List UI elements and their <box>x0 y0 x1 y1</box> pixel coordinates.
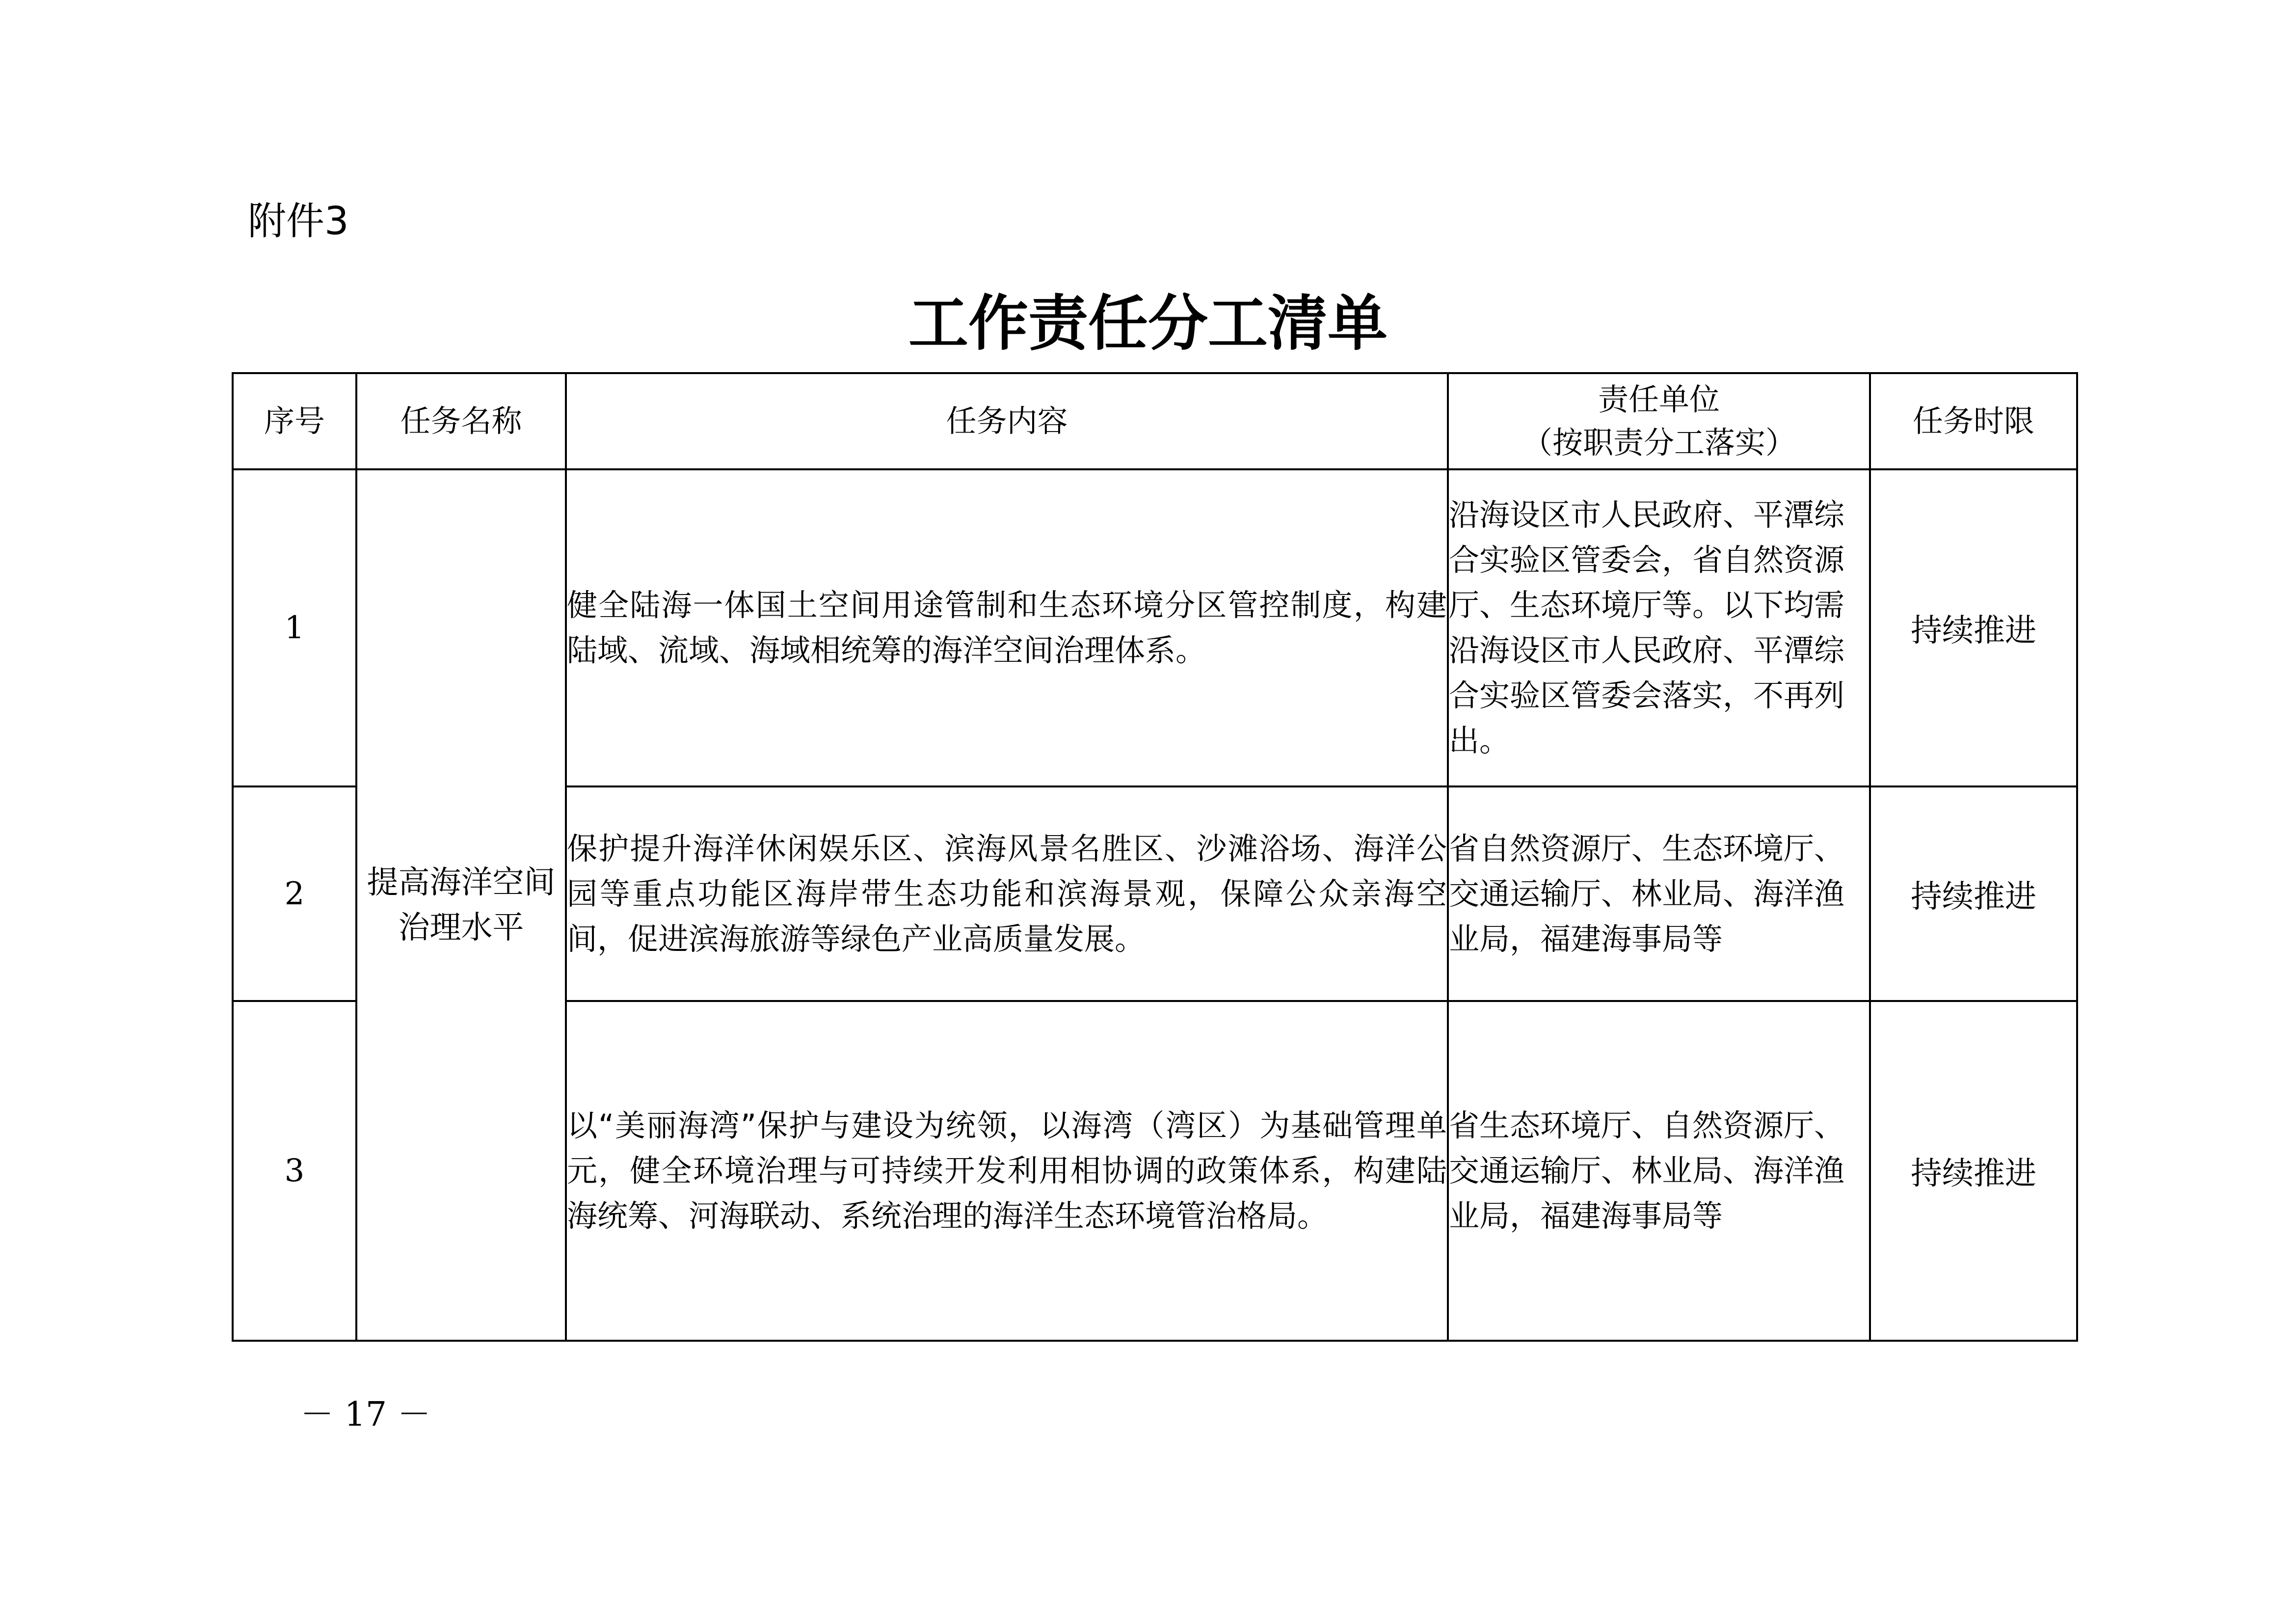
task-group-name: 提高海洋空间治理水平 <box>356 469 566 1341</box>
row-seq: 1 <box>233 469 356 786</box>
duty-table <box>232 372 2078 1342</box>
header-deadline: 任务时限 <box>1870 373 2077 469</box>
row-responsible-unit: 省生态环境厅、自然资源厅、交通运输厅、林业局、海洋渔业局，福建海事局等 <box>1448 1001 1870 1341</box>
header-task-content: 任务内容 <box>566 373 1448 469</box>
row-deadline: 持续推进 <box>1870 1001 2077 1341</box>
row-task-content: 以“美丽海湾”保护与建设为统领，以海湾（湾区）为基础管理单元，健全环境治理与可持续开发利用相协调的政策体系，构建陆海统筹、河海联动、系统治理的海洋生态环境管治格局。 <box>566 1001 1448 1341</box>
page-number: － 17 － <box>300 1395 431 1434</box>
page-title: 工作责任分工清单 <box>908 288 1388 358</box>
row-task-content: 保护提升海洋休闲娱乐区、滨海风景名胜区、沙滩浴场、海洋公园等重点功能区海岸带生态功能和滨海景观，保障公众亲海空间，促进滨海旅游等绿色产业高质量发展。 <box>566 786 1448 1001</box>
table-row <box>233 469 2077 786</box>
header-unit-line1: 责任单位 <box>1598 381 1720 417</box>
row-responsible-unit: 沿海设区市人民政府、平潭综合实验区管委会，省自然资源厅、生态环境厅等。以下均需沿海设区市人民政府、平潭综合实验区管委会落实，不再列出。 <box>1448 469 1870 786</box>
row-seq: 2 <box>233 786 356 1001</box>
header-responsible-unit <box>1448 373 1870 469</box>
row-responsible-unit: 省自然资源厅、生态环境厅、交通运输厅、林业局、海洋渔业局，福建海事局等 <box>1448 786 1870 1001</box>
row-seq: 3 <box>233 1001 356 1341</box>
table-header-row <box>233 373 2077 469</box>
header-unit-line2: （按职责分工落实） <box>1522 425 1796 460</box>
row-deadline: 持续推进 <box>1870 786 2077 1001</box>
row-task-content: 健全陆海一体国土空间用途管制和生态环境分区管控制度，构建陆域、流域、海域相统筹的海洋空间治理体系。 <box>566 469 1448 786</box>
header-seq: 序号 <box>233 373 356 469</box>
row-deadline: 持续推进 <box>1870 469 2077 786</box>
attachment-label: 附件3 <box>248 199 349 244</box>
header-task-name: 任务名称 <box>356 373 566 469</box>
